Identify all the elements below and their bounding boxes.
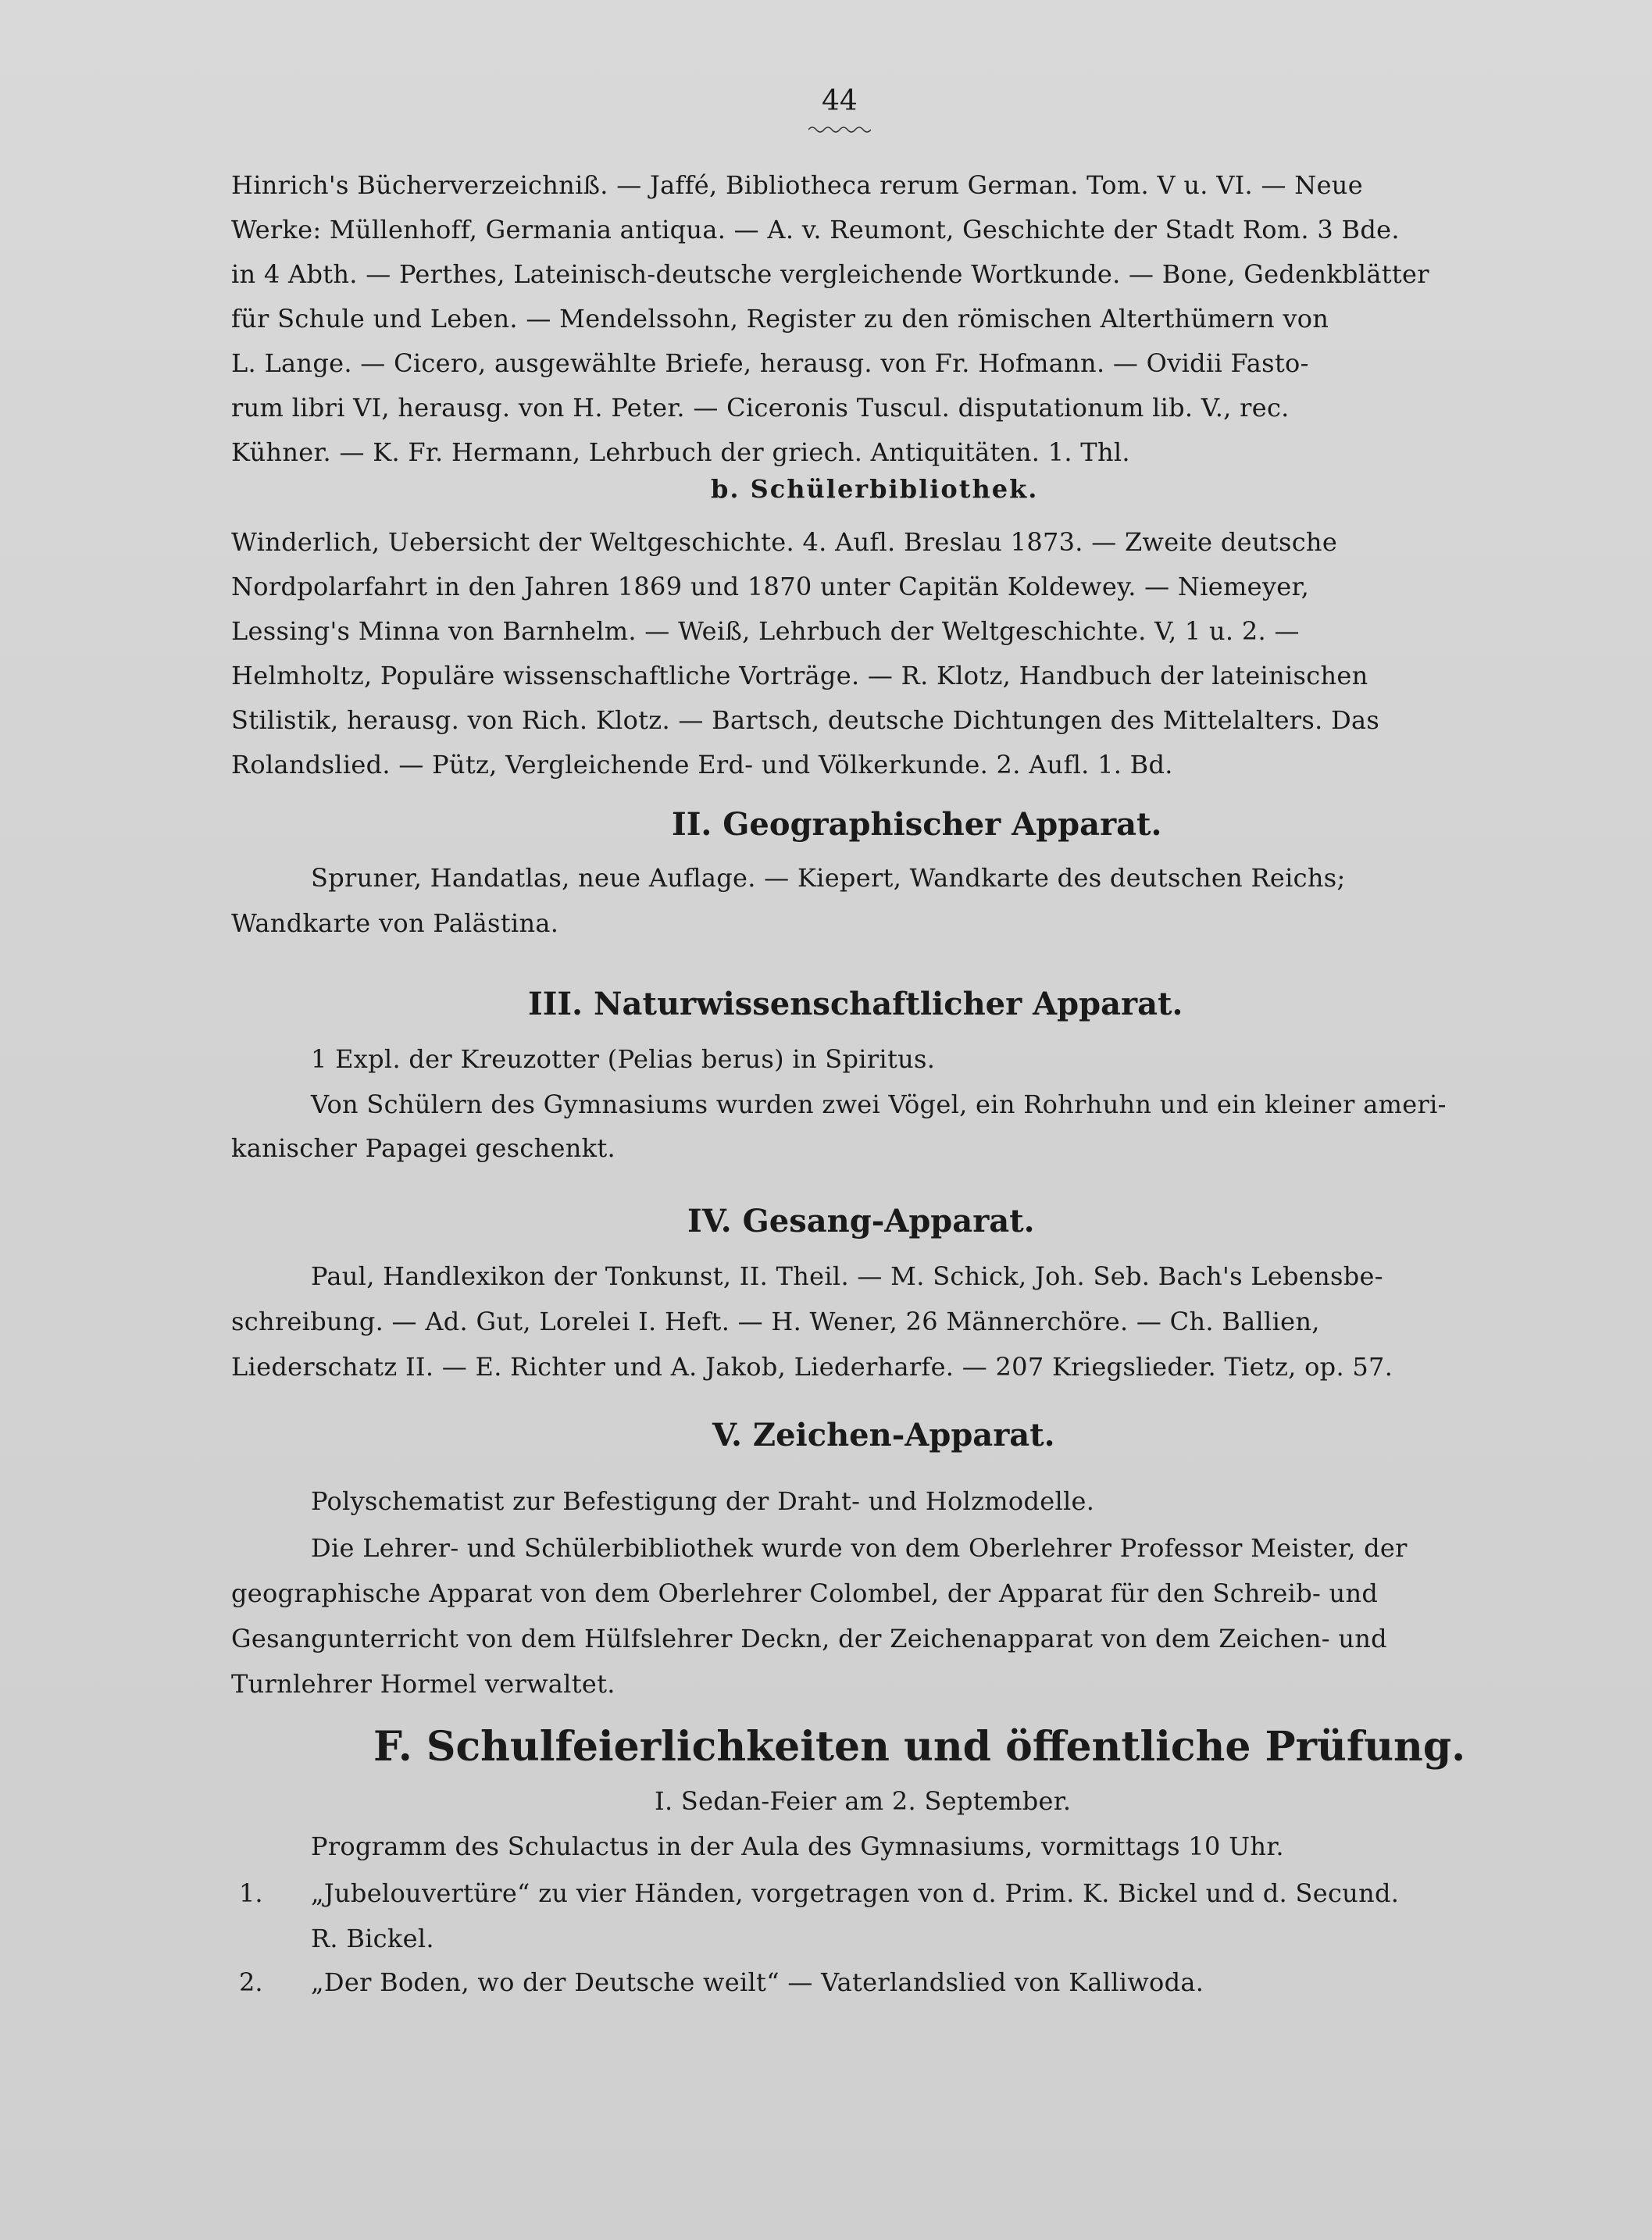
section-heading-zeichen-apparat: V. Zeichen-Apparat.: [712, 1417, 1055, 1454]
program-item-text: „Der Boden, wo der Deutsche weilt“ — Vaterlandslied von Kalliwoda.: [311, 1967, 1204, 1997]
text-line: 1 Expl. der Kreuzotter (Pelias berus) in Spiritus.: [311, 1044, 936, 1074]
program-item-text: „Jubelouvertüre“ zu vier Händen, vorgetragen von d. Prim. K. Bickel und d. Secund.: [311, 1878, 1400, 1908]
subsection-heading-sedan-feier: I. Sedan-Feier am 2. September.: [655, 1786, 1072, 1816]
section-heading-naturwissenschaftlicher-apparat: III. Naturwissenschaftlicher Apparat.: [528, 986, 1183, 1022]
page-number: 44: [822, 85, 858, 117]
text-line: Lessing's Minna von Barnhelm. — Weiß, Lehrbuch der Weltgeschichte. V, 1 u. 2. —: [231, 616, 1300, 646]
text-line: Von Schülern des Gymnasiums wurden zwei Vögel, ein Rohrhuhn und ein kleiner ameri-: [311, 1090, 1447, 1119]
text-line: geographische Apparat von dem Oberlehrer Colombel, der Apparat für den Schreib- und: [231, 1578, 1379, 1608]
text-line: Helmholtz, Populäre wissenschaftliche Vorträge. — R. Klotz, Handbuch der lateinischen: [231, 661, 1368, 690]
text-line: kanischer Papagei geschenkt.: [231, 1133, 615, 1163]
text-line: Werke: Müllenhoff, Germania antiqua. — A. v. Reumont, Geschichte der Stadt Rom. 3 Bde.: [231, 215, 1400, 244]
text-line: Hinrich's Bücherverzeichniß. — Jaffé, Bibliotheca rerum German. Tom. V u. VI. — Neue: [231, 170, 1363, 200]
section-heading-gesang-apparat: IV. Gesang-Apparat.: [687, 1203, 1035, 1239]
text-line: Liederschatz II. — E. Richter und A. Jakob, Liederharfe. — 207 Kriegslieder. Tietz, op. 57.: [231, 1352, 1393, 1382]
text-line: Wandkarte von Palästina.: [231, 908, 559, 938]
text-line: Paul, Handlexikon der Tonkunst, II. Theil. — M. Schick, Joh. Seb. Bach's Lebensbe-: [311, 1261, 1383, 1291]
text-line: Polyschematist zur Befestigung der Draht- und Holzmodelle.: [311, 1486, 1095, 1516]
ornament-squiggle: [808, 125, 871, 134]
text-line: für Schule und Leben. — Mendelssohn, Register zu den römischen Alterthümern von: [231, 304, 1329, 334]
text-line: Die Lehrer- und Schülerbibliothek wurde von dem Oberlehrer Professor Meister, der: [311, 1533, 1408, 1563]
section-heading-geographischer-apparat: II. Geographischer Apparat.: [672, 806, 1162, 843]
text-line: Nordpolarfahrt in den Jahren 1869 und 1870 unter Capitän Koldewey. — Niemeyer,: [231, 572, 1310, 601]
text-line: Rolandslied. — Pütz, Vergleichende Erd- und Völkerkunde. 2. Aufl. 1. Bd.: [231, 750, 1173, 779]
program-item-text: R. Bickel.: [311, 1924, 434, 1953]
section-heading-schuelerbibliothek: b. Schülerbibliothek.: [711, 474, 1039, 504]
text-line: Winderlich, Uebersicht der Weltgeschichte. 4. Aufl. Breslau 1873. — Zweite deutsche: [231, 527, 1338, 557]
text-line: rum libri VI, herausg. von H. Peter. — Ciceronis Tuscul. disputationum lib. V., rec.: [231, 393, 1290, 423]
text-line: Kühner. — K. Fr. Hermann, Lehrbuch der griech. Antiquitäten. 1. Thl.: [231, 437, 1130, 467]
text-line: Spruner, Handatlas, neue Auflage. — Kiepert, Wandkarte des deutschen Reichs;: [311, 863, 1346, 893]
program-item-number: 2.: [239, 1967, 263, 1997]
chapter-heading-schulfeierlichkeiten: F. Schulfeierlichkeiten und öffentliche Prüfung.: [373, 1723, 1466, 1771]
text-line: Turnlehrer Hormel verwaltet.: [231, 1669, 615, 1699]
text-line: in 4 Abth. — Perthes, Lateinisch-deutsche vergleichende Wortkunde. — Bone, Gedenkblätter: [231, 259, 1429, 289]
text-line: Stilistik, herausg. von Rich. Klotz. — Bartsch, deutsche Dichtungen des Mittelalters. Das: [231, 705, 1380, 735]
text-line: Programm des Schulactus in der Aula des Gymnasiums, vormittags 10 Uhr.: [311, 1832, 1284, 1861]
program-item-number: 1.: [239, 1878, 263, 1908]
text-line: Gesangunterricht von dem Hülfslehrer Deckn, der Zeichenapparat von dem Zeichen- und: [231, 1624, 1387, 1653]
text-line: schreibung. — Ad. Gut, Lorelei I. Heft. — H. Wener, 26 Männerchöre. — Ch. Ballien,: [231, 1307, 1320, 1336]
text-line: L. Lange. — Cicero, ausgewählte Briefe, herausg. von Fr. Hofmann. — Ovidii Fasto-: [231, 348, 1309, 378]
